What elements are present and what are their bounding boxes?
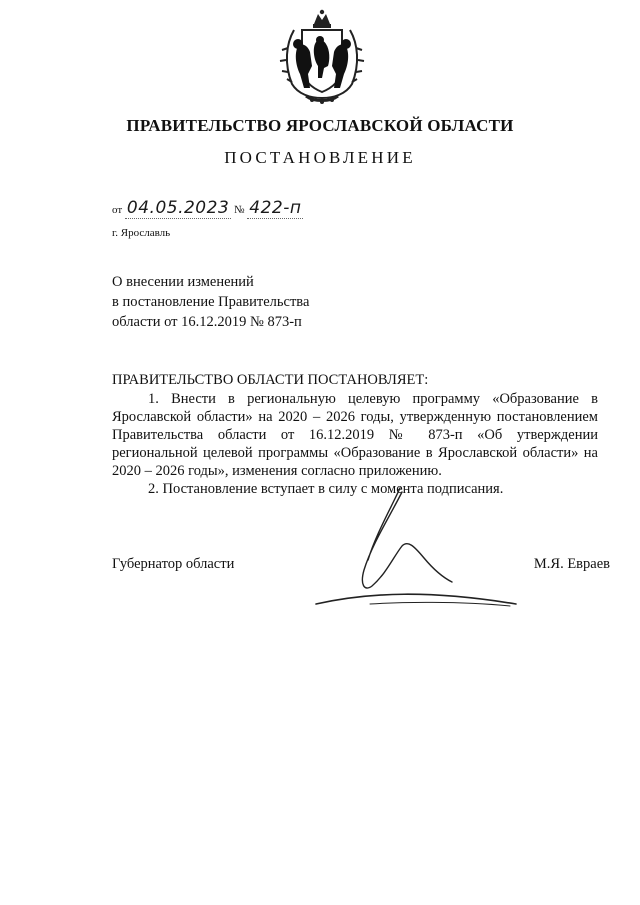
- body-paragraph: 1. Внести в региональную целевую программу «Образование в Ярославской области» на 2020 – 2026 годы, утвержденную постановлением Правительства области от 16.12.2019 № 873-п «Об утверждении региональной целевой программы «Образование в Ярославской области» на 2020 – 2026 годы», изменения согласно приложению.: [112, 391, 598, 479]
- document-date: 04.05.2023: [126, 198, 230, 218]
- yaroslavl-coat-of-arms-icon: [276, 8, 368, 104]
- government-title: ПРАВИТЕЛЬСТВО ЯРОСЛАВСКОЙ ОБЛАСТИ: [126, 116, 514, 135]
- subject-line: О внесении изменений: [112, 274, 254, 290]
- document-city: г. Ярославль: [112, 227, 171, 239]
- registration-line: [112, 198, 303, 218]
- document-subject: [112, 272, 309, 332]
- handwritten-signature: [310, 486, 520, 612]
- signatory-name: М.Я. Евраев: [533, 556, 610, 572]
- body-paragraph: 2. Постановление вступает в силу с момента подписания.: [148, 481, 504, 497]
- subject-line: области от 16.12.2019 № 873-п: [112, 314, 302, 330]
- subject-line: в постановление Правительства: [112, 294, 310, 310]
- date-prefix: от: [112, 204, 123, 216]
- document-number: 422-п: [249, 198, 302, 218]
- document-type: ПОСТАНОВЛЕНИЕ: [224, 148, 416, 167]
- signatory-title: Губернатор области: [112, 556, 235, 572]
- document-body: [112, 390, 598, 498]
- resolves-heading: ПРАВИТЕЛЬСТВО ОБЛАСТИ ПОСТАНОВЛЯЕТ:: [112, 372, 429, 388]
- number-prefix: №: [234, 204, 245, 216]
